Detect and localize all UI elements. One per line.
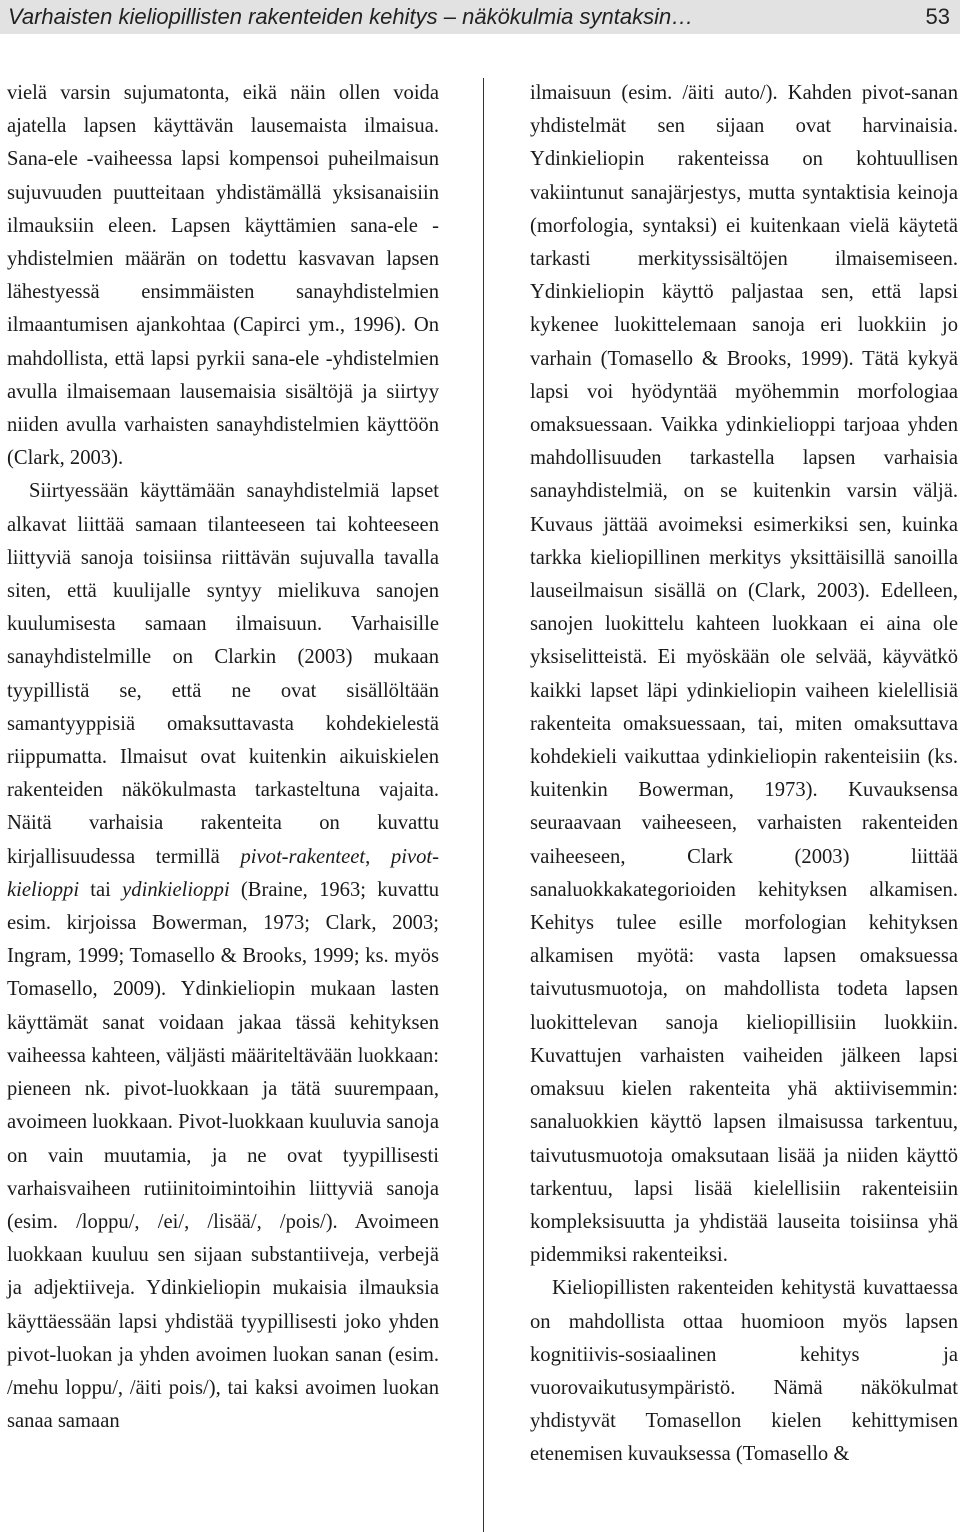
right-column xyxy=(530,77,958,1472)
paragraph xyxy=(7,475,439,1438)
left-column xyxy=(7,77,439,1438)
term-pivot-rakenteet: pivot-rakenteet xyxy=(240,845,366,868)
term-ydinkielioppi: ydinkielioppi xyxy=(122,878,230,901)
page-number: 53 xyxy=(925,4,950,29)
paragraph: ilmaisuun (esim. /äiti auto/). Kahden pivot-sanan yhdistelmät sen sijaan ovat harvinaisia. Ydinkieliopin rakenteissa on kohtuullisen vakiintunut sanajärjestys, mutta syntaktisia keinoja (morfologia, syntaksi) ei kuitenkaan vielä käytetä tarkasti merkityssisältöjen ilmaisemiseen. Ydinkieliopin käyttö paljastaa sen, että lapsi kykenee luokittelemaan sanoja eri luokkiin jo varhain (Tomasello & Brooks, 1999). Tätä kykyä lapsi voi hyödyntää myöhemmin morfologiaa omaksuessaan. Vaikka ydinkielioppi tarjoaa yhden mahdollisuuden tarkastella lapsen varhaisia sanayhdistelmiä, on se kuitenkin varsin väljä. Kuvaus jättää avoimeksi esimerkiksi sen, kuinka tarkka kieliopillinen merkitys yksittäisillä sanoilla lauseilmaisun sisällä on (Clark, 2003). Edelleen, sanojen luokittelu kahteen luokkaan ei aina ole yksiselitteistä. Ei myöskään ole selvää, käyvätkö kaikki lapset läpi ydinkieliopin vaiheen kielellisiä rakenteita omaksuessaan, tai, miten omaksuttava kohdekieli vaikuttaa ydinkieliopin rakenteisiin (ks. kuitenkin Bowerman, 1973). Kuvauksensa seuraavaan vaiheeseen, varhaisten rakenteiden vaiheeseen, Clark (2003) liittää sanaluokkakategorioiden kehityksen alkamisen. Kehitys tulee esille morfologian kehityksen alkamisen myötä: vasta lapsen omaksuessa taivutusmuotoja, on mahdollista todeta lapsen luokittelevan sanoja kieliopillisiin luokkiin. Kuvattujen varhaisten vaiheiden jälkeen lapsi omaksuu kielen rakenteita yhä aktiivisemmin: sanaluokkien käyttö lapsen ilmaisussa tarkentuu, taivutusmuotoja omaksutaan lisää ja niiden käyttö tarkentuu, lapsi lisää kielellisiin rakenteisiin kompleksisuutta ja yhdistää lauseita toisiinsa yhä pidemmiksi rakenteiksi. xyxy=(530,82,958,1267)
paragraph: vielä varsin sujumatonta, eikä näin ollen voida ajatella lapsen käyttävän lausemaista ilmaisua. Sana-ele -vaiheessa lapsi kompensoi puheilmaisun sujuvuuden puutteitaan yhdistämällä yksisanaisiin ilmauksiin eleen. Lapsen käyttämien sana-ele -yhdistelmien määrän on todettu kasvavan lapsen lähestyessä ensimmäisten sanayhdistelmien ilmaantumisen ajankohtaa (Capirci ym., 1996). On mahdollista, että lapsi pyrkii sana-ele -yhdistelmien avulla ilmaisemaan lausemaisia sisältöjä ja siirtyy niiden avulla varhaisten sanayhdistelmien käyttöön (Clark, 2003). xyxy=(7,82,439,470)
running-title: Varhaisten kieliopillisten rakenteiden kehitys – näkökulmia syntaksin… xyxy=(8,4,694,29)
running-header xyxy=(0,0,960,34)
column-divider xyxy=(483,78,484,1532)
paragraph: Kieliopillisten rakenteiden kehitystä kuvattaessa on mahdollista ottaa huomioon myös lapsen kognitiivis-sosiaalinen kehitys ja vuorovaikutusympäristö. Nämä näkökulmat yhdistyvät Tomasellon kielen kehittymisen etenemisen kuvauksessa (Tomasello & xyxy=(530,1277,958,1466)
separator-text: , xyxy=(365,845,391,868)
paragraph-text: (Braine, 1963; kuvattu esim. kirjoissa Bowerman, 1973; Clark, 2003; Ingram, 1999; Tomasello & Brooks, 1999; ks. myös Tomasello, 2009). Ydinkieliopin mukaan lasten käyttämät sanat voidaan jakaa tässä kehityksen vaiheessa kahteen, väljästi määriteltävään luokkaan: pieneen nk. pivot-luokkaan ja tätä suurempaan, avoimeen luokkaan. Pivot-luokkaan kuuluvia sanoja on vain muutamia, ja ne ovat tyypillisesti varhaisvaiheen rutiinitoimintoihin liittyviä sanoja (esim. /loppu/, /ei/, /lisää/, /pois/). Avoimeen luokkaan kuuluu sen sijaan substantiiveja, verbejä ja adjektiiveja. Ydinkieliopin mukaisia ilmauksia käyttäessään lapsi yhdistää tyypillisesti joko yhden pivot-luokan ja yhden avoimen luokan sanan (esim. /mehu loppu/, /äiti pois/), tai kaksi avoimen luokan sanaa samaan xyxy=(7,878,439,1433)
separator-text: tai xyxy=(79,878,123,901)
paragraph-text: Siirtyessään käyttämään sanayhdistelmiä lapset alkavat liittää samaan tilanteeseen tai kohteeseen liittyviä sanoja toisiinsa riittävän sujuvalla tavalla siten, että kuulijalle syntyy mielikuva sanojen kuulumisesta samaan ilmaisuun. Varhaisille sanayhdistelmille on Clarkin (2003) mukaan tyypillistä se, että ne ovat sisällöltään samantyyppisiä omaksuttavasta kohdekielestä riippumatta. Ilmaisut ovat kuitenkin aikuiskielen rakenteiden näkökulmasta tarkasteltuna vajaita. Näitä varhaisia rakenteita on kuvattu kirjallisuudessa termillä xyxy=(7,480,439,868)
term-pivot-kielioppi: pivot-kielioppi xyxy=(7,845,439,901)
